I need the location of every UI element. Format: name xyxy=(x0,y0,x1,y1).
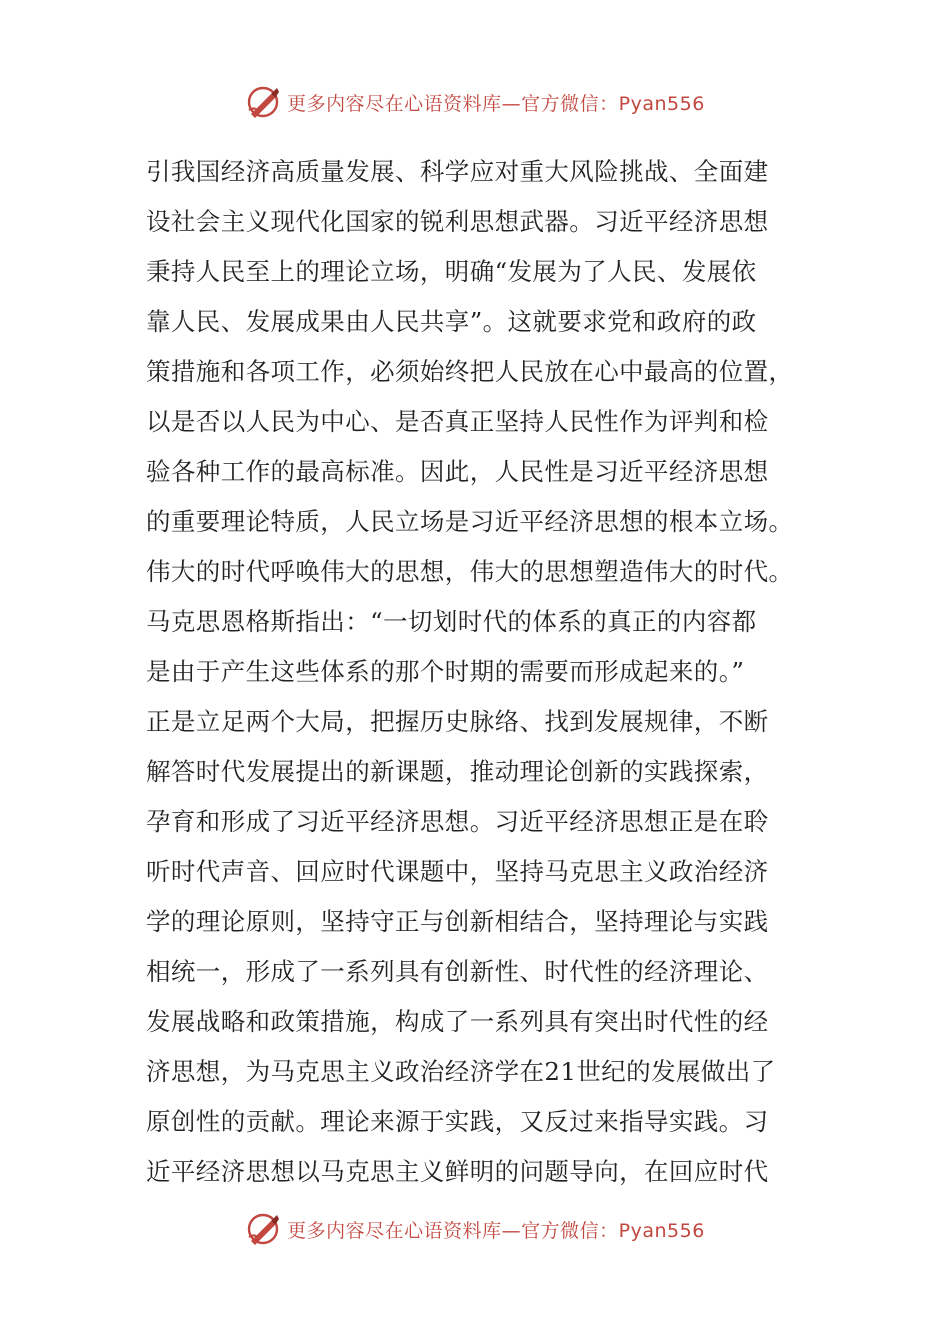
footer-banner-text: 更多内容尽在心语资料库—官方微信：Pyan556 xyxy=(287,1219,705,1242)
text-line: 以是否以人民为中心、是否真正坚持人民性作为评判和检 xyxy=(146,407,769,436)
text-line: 马克思恩格斯指出：“一切划时代的体系的真正的内容都 xyxy=(146,607,757,636)
text-line: 解答时代发展提出的新课题，推动理论创新的实践探索， xyxy=(146,757,769,786)
text-line: 是由于产生这些体系的那个时期的需要而形成起来的。” xyxy=(146,657,745,686)
text-line: 引我国经济高质量发展、科学应对重大风险挑战、全面建 xyxy=(146,157,769,186)
text-line: 听时代声音、回应时代课题中，坚持马克思主义政治经济 xyxy=(146,857,769,886)
text-line: 学的理论原则，坚持守正与创新相结合，坚持理论与实践 xyxy=(146,907,769,936)
header-banner xyxy=(0,82,950,122)
pen-seal-logo-icon xyxy=(245,1211,281,1247)
text-line: 验各种工作的最高标准。因此，人民性是习近平经济思想 xyxy=(146,457,769,486)
text-line: 发展战略和政策措施，构成了一系列具有突出时代性的经 xyxy=(146,1007,769,1036)
text-line: 伟大的时代呼唤伟大的思想，伟大的思想塑造伟大的时代。 xyxy=(146,557,794,586)
footer-banner xyxy=(0,1209,950,1249)
text-line: 设社会主义现代化国家的锐利思想武器。习近平经济思想 xyxy=(146,207,769,236)
header-banner-text: 更多内容尽在心语资料库—官方微信：Pyan556 xyxy=(287,92,705,115)
document-body xyxy=(146,147,806,1197)
text-line: 靠人民、发展成果由人民共享”。这就要求党和政府的政 xyxy=(146,307,757,336)
text-line: 相统一，形成了一系列具有创新性、时代性的经济理论、 xyxy=(146,957,769,986)
text-line: 秉持人民至上的理论立场，明确“发展为了人民、发展依 xyxy=(146,257,757,286)
text-line: 孕育和形成了习近平经济思想。习近平经济思想正是在聆 xyxy=(146,807,769,836)
text-line: 济思想，为马克思主义政治经济学在21世纪的发展做出了 xyxy=(146,1057,776,1086)
text-line: 策措施和各项工作，必须始终把人民放在心中最高的位置， xyxy=(146,357,794,386)
pen-seal-logo-icon xyxy=(245,84,281,120)
text-line: 的重要理论特质，人民立场是习近平经济思想的根本立场。 xyxy=(146,507,794,536)
text-line: 近平经济思想以马克思主义鲜明的问题导向，在回应时代 xyxy=(146,1157,769,1186)
text-line: 原创性的贡献。理论来源于实践，又反过来指导实践。习 xyxy=(146,1107,769,1136)
text-line: 正是立足两个大局，把握历史脉络、找到发展规律，不断 xyxy=(146,707,769,736)
